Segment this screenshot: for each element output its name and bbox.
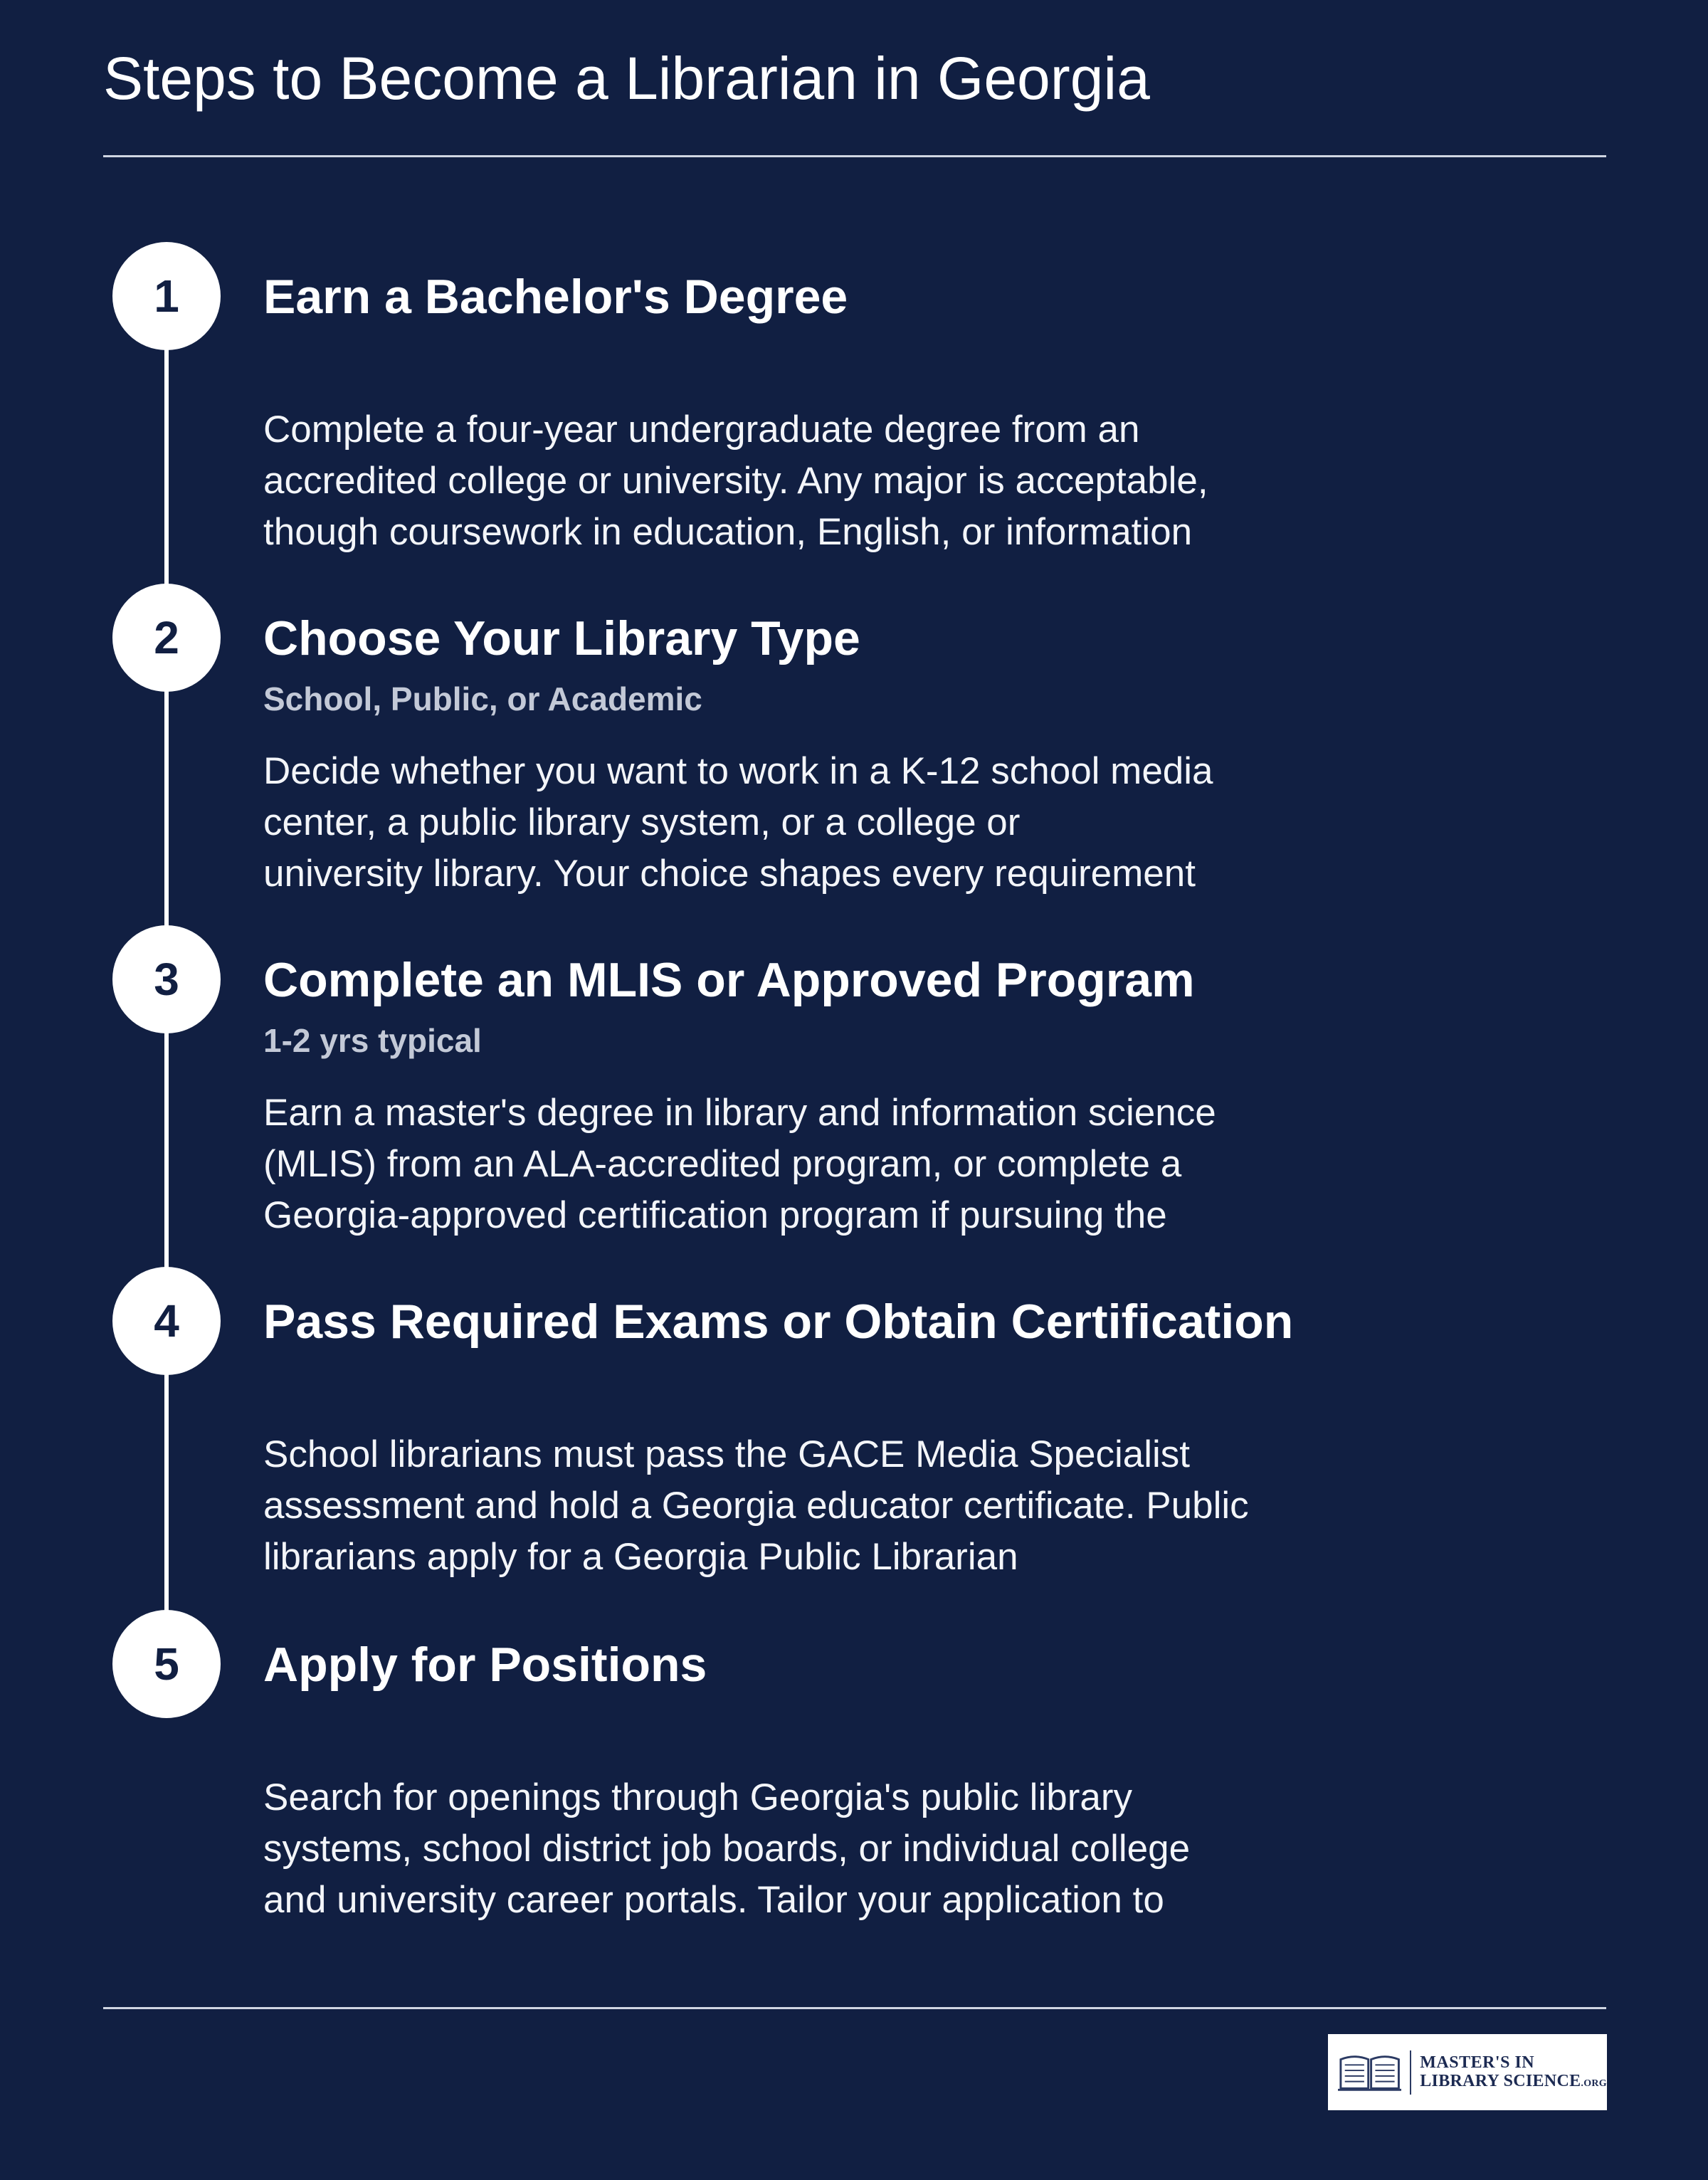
- logo-line1: MASTER'S IN: [1420, 2053, 1535, 2073]
- open-book-icon: [1338, 2052, 1401, 2093]
- step-number-badge: 4: [112, 1267, 221, 1375]
- step-description-line: Complete a four-year undergraduate degree from an: [263, 409, 1140, 451]
- step-description-line: School librarians must pass the GACE Media Specialist: [263, 1433, 1191, 1475]
- step-description-line: systems, school district job boards, or individual college: [263, 1828, 1191, 1870]
- step-description-line: (MLIS) from an ALA-accredited program, or complete a: [263, 1143, 1182, 1185]
- step-number-badge: 3: [112, 925, 221, 1033]
- step-description-line: though coursework in education, English, or information: [263, 511, 1193, 553]
- step-description-line: center, a public library system, or a college or: [263, 801, 1021, 843]
- step-description: [263, 404, 1374, 558]
- page-title: Steps to Become a Librarian in Georgia: [103, 45, 1150, 112]
- step-description-line: Search for openings through Georgia's public library: [263, 1776, 1132, 1818]
- header-divider: [103, 155, 1606, 157]
- step-description-line: librarians apply for a Georgia Public Librarian: [263, 1536, 1018, 1578]
- logo-divider: [1410, 2050, 1411, 2095]
- logo-line2: [1420, 2073, 1607, 2090]
- footer-divider: [103, 2007, 1606, 2009]
- logo-line2-main: LIBRARY SCIENCE: [1420, 2071, 1581, 2090]
- step-description: [263, 1088, 1374, 1241]
- step-description-line: Decide whether you want to work in a K-12 school media: [263, 750, 1213, 792]
- logo-suffix: .ORG: [1581, 2078, 1607, 2089]
- step-description: [263, 746, 1374, 900]
- step-title: Apply for Positions: [263, 1638, 707, 1692]
- step-description-line: assessment and hold a Georgia educator certificate. Public: [263, 1485, 1249, 1527]
- step-description-line: and university career portals. Tailor your application to: [263, 1879, 1164, 1921]
- step-subtitle: School, Public, or Academic: [263, 680, 702, 717]
- step-description: [263, 1429, 1374, 1583]
- step-description-line: Georgia-approved certification program if pursuing the: [263, 1194, 1167, 1236]
- step-description: [263, 1772, 1374, 1926]
- step-title: Choose Your Library Type: [263, 611, 860, 665]
- step-description-line: university library. Your choice shapes every requirement: [263, 853, 1196, 895]
- logo-text: [1420, 2054, 1607, 2090]
- step-title: Earn a Bachelor's Degree: [263, 270, 848, 324]
- step-number-badge: 1: [112, 242, 221, 350]
- step-title: Pass Required Exams or Obtain Certification: [263, 1295, 1294, 1349]
- step-description-line: Earn a master's degree in library and information science: [263, 1092, 1216, 1134]
- step-title: Complete an MLIS or Approved Program: [263, 953, 1195, 1007]
- site-logo: [1328, 2034, 1607, 2110]
- step-number-badge: 2: [112, 584, 221, 692]
- step-subtitle: 1-2 yrs typical: [263, 1022, 482, 1059]
- step-description-line: accredited college or university. Any major is acceptable,: [263, 460, 1208, 502]
- step-number-badge: 5: [112, 1610, 221, 1718]
